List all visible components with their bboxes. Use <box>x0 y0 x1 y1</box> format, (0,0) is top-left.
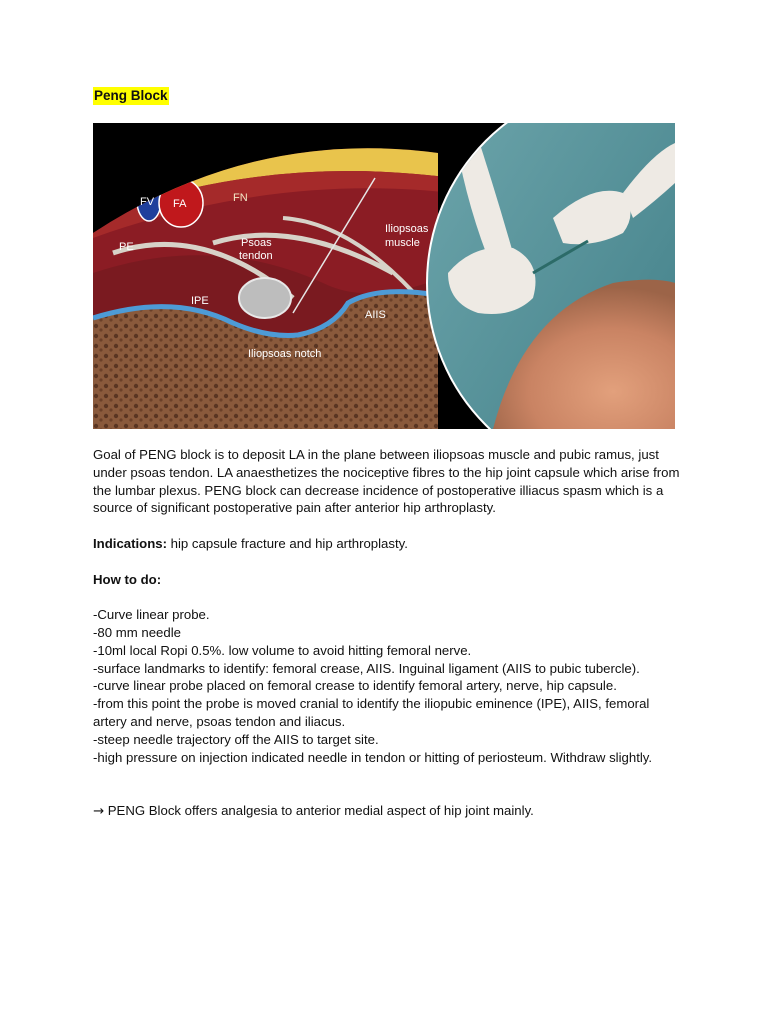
step-item: -steep needle trajectory off the AIIS to target site. <box>93 731 379 747</box>
psoas-tendon-label-line2: tendon <box>239 250 273 262</box>
fv-label: FV <box>140 196 155 208</box>
goal-paragraph: Goal of PENG block is to deposit LA in the plane between iliopsoas muscle and pubic ramus, just under psoas tendon. LA anaesthetizes the nociceptive fibres to the hip joint capsule which arise from the lumbar plexus. PENG block can decrease incidence of postoperative illiacus spasm which is a source of significant postoperative pain after anterior hip arthroplasty. <box>93 447 680 516</box>
conclusion-paragraph <box>93 802 683 821</box>
step-item: -Curve linear probe. <box>93 607 210 623</box>
iliopsoas-muscle-label-line2: muscle <box>385 237 420 249</box>
pe-label: PE <box>119 241 134 253</box>
indications-paragraph <box>93 535 683 553</box>
document-body <box>93 446 683 821</box>
step-item: -high pressure on injection indicated needle in tendon or hitting of periosteum. Withdraw slightly. <box>93 749 653 765</box>
conclusion-text: PENG Block offers analgesia to anterior medial aspect of hip joint mainly. <box>104 802 534 818</box>
fn-label: FN <box>233 192 248 204</box>
step-item: -10ml local Ropi 0.5%. low volume to avoid hitting femoral nerve. <box>93 642 472 658</box>
peng-block-illustration <box>93 123 675 429</box>
psoas-tendon-label-line1: Psoas <box>241 237 272 249</box>
step-item: -from this point the probe is moved cranial to identify the iliopubic eminence (IPE), AIIS, femoral artery and nerve, psoas tendon and iliacus. <box>93 696 650 729</box>
aiis-label: AIIS <box>365 309 386 321</box>
ipe-label: IPE <box>191 295 209 307</box>
fa-label: FA <box>173 198 187 210</box>
ultrasound-anatomy-panel <box>93 123 453 429</box>
procedure-photo <box>423 123 675 429</box>
page-title: Peng Block <box>94 88 168 103</box>
step-item: -curve linear probe placed on femoral crease to identify femoral artery, nerve, hip capsule. <box>93 678 617 694</box>
how-to-heading: How to do: <box>93 571 162 587</box>
anatomy-figure <box>93 123 675 429</box>
arrow-right-icon: → <box>93 803 105 819</box>
iliopsoas-muscle-label-line1: Iliopsoas <box>385 223 429 235</box>
step-item: -80 mm needle <box>93 624 181 640</box>
iliopsoas-notch-label: Iliopsoas notch <box>248 348 322 360</box>
indications-text: hip capsule fracture and hip arthroplasty. <box>167 535 408 551</box>
step-item: -surface landmarks to identify: femoral crease, AIIS. Inguinal ligament (AIIS to pubic tubercle). <box>93 660 640 676</box>
indications-label: Indications: <box>93 535 167 551</box>
